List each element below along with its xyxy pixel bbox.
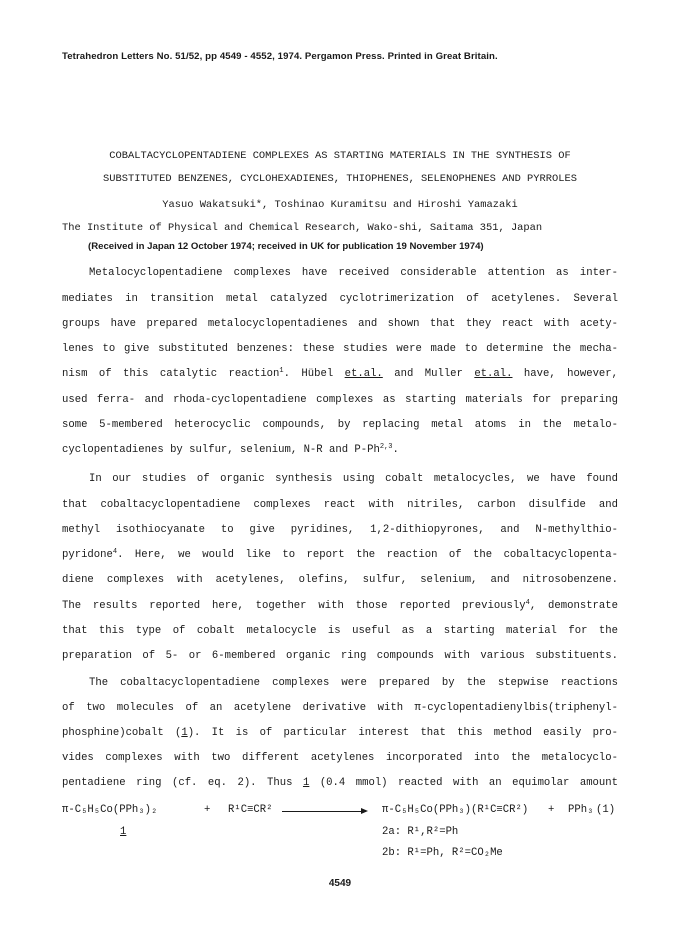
compound-1-ref: 1 — [181, 727, 188, 739]
ref-4-b: 4 — [525, 599, 530, 607]
p2-line-1: In our studies of organic synthesis using cobalt metalocycles, we have found — [89, 473, 618, 485]
p1-line-6: used ferra- and rhoda-cyclopentadiene complexes as starting materials for preparing — [62, 394, 618, 406]
eq-number-wrap — [596, 804, 615, 816]
eq-product: π-C₅H₅Co(PPh₃)(R¹C≡CR²) — [382, 804, 529, 816]
p2-line-6 — [62, 600, 618, 612]
p2-line-8: preparation of 5- or 6-membered organic ring compounds with various substituents. — [62, 650, 618, 662]
p3-line-2: of two molecules of an acetylene derivative with π-cyclopentadienylbis(triphenyl- — [62, 702, 618, 714]
p2-line-6-a: The results reported here, together with those reported previously — [62, 600, 526, 612]
p1-line-8: cyclopentadienes by sulfur, selenium, N-R and P-Ph$^{2,3}$. — [62, 443, 399, 456]
p2-line-6-b: , demonstrate — [529, 600, 618, 612]
p1-line-3: groups have prepared metalocyclopentadienes and shown that they react with acety- — [62, 318, 618, 330]
title-line-2: SUBSTITUTED BENZENES, CYCLOHEXADIENES, THIOPHENES, SELENOPHENES AND PYRROLES — [103, 173, 577, 185]
eq-reactant: π-C₅H₅Co(PPh₃)₂ — [62, 804, 158, 816]
p1-line-1: Metalocyclopentadiene complexes have received considerable attention as inter- — [89, 267, 618, 279]
eq-label-2b: 2b: R¹=Ph, R²=CO₂Me — [382, 847, 503, 859]
p3-line-3-a: phosphine)cobalt ( — [62, 727, 182, 739]
p1-line-2: mediates in transition metal catalyzed cyclotrimerization of acetylenes. Several — [62, 293, 618, 305]
p3-line-1: The cobaltacyclopentadiene complexes were prepared by the stepwise reactions — [89, 677, 618, 689]
eq-acetylene: R¹C≡CR² — [228, 804, 273, 816]
eq-number: (1) — [596, 804, 616, 816]
p2-line-3: methyl isothiocyanate to give pyridines, 1,2-dithiopyrones, and N-methylthio- — [62, 524, 618, 536]
p1-line-5-d: and Muller — [382, 368, 475, 380]
p1-line-5-a: nism of this catalytic reaction — [62, 368, 280, 380]
reaction-arrow — [282, 811, 366, 812]
received-dates: (Received in Japan 12 October 1974; received in UK for publication 19 November 1974) — [88, 241, 484, 252]
p3-line-3-b: ). It is of particular interest that this method easily pro- — [187, 727, 619, 739]
ref-1: 1 — [279, 367, 284, 375]
p1-line-5 — [62, 368, 618, 380]
eq-plus-2: + — [548, 804, 555, 816]
ref-4: 4 — [112, 548, 118, 556]
compound-1-ref-2: 1 — [302, 777, 310, 789]
p1-line-5-f: have, however, — [512, 368, 619, 380]
et-al-2: et.al. — [474, 368, 513, 380]
p3-line-4: vides complexes with two different acetylenes incorporated into the metalocyclo- — [62, 752, 618, 764]
eq-plus-1: + — [204, 804, 211, 816]
title-line-1: COBALTACYCLOPENTADIENE COMPLEXES AS STARTING MATERIALS IN THE SYNTHESIS OF — [109, 150, 571, 162]
p2-line-4-a: pyridone — [62, 549, 113, 561]
p1-line-4: lenes to give substituted benzenes: these studies were made to determine the mecha- — [62, 343, 618, 355]
p1-line-7: some 5-membered heterocyclic compounds, by replacing metal atoms in the metalo- — [62, 419, 618, 431]
affiliation: The Institute of Physical and Chemical Research, Wako-shi, Saitama 351, Japan — [62, 222, 543, 234]
et-al-1: et.al. — [344, 368, 383, 380]
authors: Yasuo Wakatsuki*, Toshinao Kuramitsu and Hiroshi Yamazaki — [162, 199, 518, 211]
p1-line-5-b: . Hübel — [283, 368, 345, 380]
p2-line-5: diene complexes with acetylenes, olefins, sulfur, selenium, and nitrosobenzene. — [62, 574, 618, 586]
p3-line-5 — [62, 777, 618, 789]
p2-line-2: that cobaltacyclopentadiene complexes react with nitriles, carbon disulfide and — [62, 499, 618, 511]
p3-line-5-a: pentadiene ring (cf. eq. 2). Thus — [62, 777, 303, 789]
p3-line-3 — [62, 727, 618, 739]
p2-line-4 — [62, 549, 618, 561]
page-number: 4549 — [328, 878, 352, 889]
p2-line-7: that this type of cobalt metalocycle is useful as a starting material for the — [62, 625, 618, 637]
p3-line-5-b: (0.4 mmol) reacted with an equimolar amount — [309, 777, 618, 789]
journal-header: Tetrahedron Letters No. 51/52, pp 4549 - 4552, 1974. Pergamon Press. Printed in Great Britain. — [62, 51, 498, 62]
p2-line-4-b: . Here, we would like to report the reaction of the cobaltacyclopenta- — [117, 549, 618, 561]
ref-2-3: 2,3 — [379, 443, 393, 451]
eq-label-2a: 2a: R¹,R²=Ph — [382, 826, 459, 838]
eq-label-1: 1 — [120, 826, 127, 838]
eq-byproduct: PPh₃ — [568, 804, 594, 816]
p1-line-8-a: cyclopentadienes by sulfur, selenium, N-R and P-Ph — [62, 444, 380, 456]
